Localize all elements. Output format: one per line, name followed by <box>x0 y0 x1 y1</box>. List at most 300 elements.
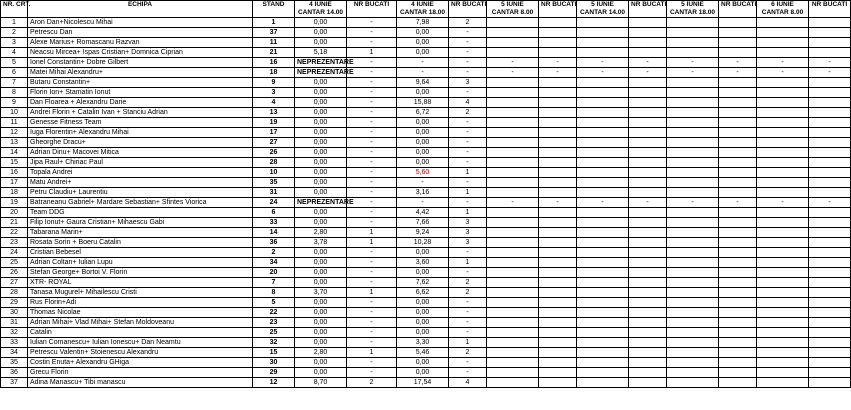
cell-pieces-1: - <box>347 338 397 348</box>
cell-team: Adrian Coltan+ Iulian Lupu <box>28 258 253 268</box>
cell-nr: 36 <box>1 368 28 378</box>
cell-extra <box>757 298 809 308</box>
cell-extra <box>757 368 809 378</box>
cell-nr: 18 <box>1 188 28 198</box>
cell-team: Tabarana Marin+ <box>28 228 253 238</box>
cell-extra <box>757 118 809 128</box>
cell-extra <box>629 18 667 28</box>
cell-extra <box>719 98 757 108</box>
table-row <box>1 198 851 208</box>
cell-team: Matu Andrei+ <box>28 178 253 188</box>
cell-extra <box>629 318 667 328</box>
cell-stand: 28 <box>253 158 295 168</box>
cell-nr: 14 <box>1 148 28 158</box>
cell-pieces-1: - <box>347 118 397 128</box>
cell-extra: - <box>539 68 577 78</box>
cell-extra <box>539 348 577 358</box>
cell-extra <box>487 118 539 128</box>
cell-weight-2: 0,00 <box>397 248 449 258</box>
cell-extra <box>629 248 667 258</box>
cell-team: Matei Mihai Alexandru+ <box>28 68 253 78</box>
cell-extra <box>667 228 719 238</box>
cell-extra <box>629 178 667 188</box>
header-nr-bucati-4: NR BUCATI <box>629 1 667 18</box>
cell-extra <box>539 358 577 368</box>
cell-stand: 4 <box>253 98 295 108</box>
cell-extra <box>757 78 809 88</box>
cell-stand: 16 <box>253 58 295 68</box>
cell-team: Petrescu Valentin+ Stoienescu Alexandru <box>28 348 253 358</box>
cell-extra <box>667 368 719 378</box>
cell-pieces-1: - <box>347 98 397 108</box>
cell-weight-1: 0,00 <box>295 318 347 328</box>
cell-extra: - <box>719 58 757 68</box>
cell-extra <box>539 318 577 328</box>
cell-extra <box>719 218 757 228</box>
cell-nr: 29 <box>1 298 28 308</box>
cell-extra <box>667 178 719 188</box>
table-row <box>1 218 851 228</box>
cell-extra <box>757 98 809 108</box>
cell-extra <box>809 228 851 238</box>
cell-extra <box>809 18 851 28</box>
table-row <box>1 368 851 378</box>
header-nr-bucati-5: NR BUCATI <box>719 1 757 18</box>
cell-extra <box>719 358 757 368</box>
header-nr-bucati-1: NR BUCATI <box>347 1 397 18</box>
cell-weight-1: 2,80 <box>295 228 347 238</box>
cell-extra <box>719 288 757 298</box>
table-row <box>1 168 851 178</box>
cell-extra: - <box>487 68 539 78</box>
cell-extra: - <box>757 58 809 68</box>
cell-extra <box>667 268 719 278</box>
cell-stand: 23 <box>253 318 295 328</box>
cell-nr: 7 <box>1 78 28 88</box>
cell-extra: - <box>757 68 809 78</box>
cell-stand: 25 <box>253 328 295 338</box>
cell-nr: 11 <box>1 118 28 128</box>
cell-team: Rosata Sorin + Boeru Catalin <box>28 238 253 248</box>
cell-extra <box>629 118 667 128</box>
cell-extra <box>667 168 719 178</box>
table-body <box>1 18 851 388</box>
table-row <box>1 18 851 28</box>
cell-weight-2: 3,30 <box>397 338 449 348</box>
cell-pieces-2: - <box>449 118 487 128</box>
cell-extra <box>577 368 629 378</box>
cell-extra <box>487 238 539 248</box>
cell-extra <box>719 28 757 38</box>
cell-extra <box>809 268 851 278</box>
cell-extra <box>577 278 629 288</box>
cell-extra <box>487 98 539 108</box>
cell-pieces-1: 1 <box>347 288 397 298</box>
cell-pieces-1: 1 <box>347 228 397 238</box>
cell-pieces-2: 1 <box>449 208 487 218</box>
cell-extra <box>809 168 851 178</box>
cell-extra <box>719 188 757 198</box>
cell-extra <box>719 178 757 188</box>
cell-pieces-2: 2 <box>449 288 487 298</box>
header-nr: NR. CRT. <box>1 1 28 18</box>
header-stand: STAND <box>253 1 295 18</box>
cell-pieces-1: 1 <box>347 348 397 358</box>
cell-extra <box>719 108 757 118</box>
cell-weight-2: 0,00 <box>397 48 449 58</box>
cell-weight-2: 3,16 <box>397 188 449 198</box>
cell-stand: 29 <box>253 368 295 378</box>
cell-extra <box>667 48 719 58</box>
cell-extra <box>629 78 667 88</box>
cell-stand: 31 <box>253 188 295 198</box>
cell-extra <box>809 288 851 298</box>
cell-extra <box>719 298 757 308</box>
table-row <box>1 208 851 218</box>
cell-team: Topala Andrei <box>28 168 253 178</box>
cell-extra <box>629 138 667 148</box>
cell-extra <box>719 88 757 98</box>
cell-extra: - <box>577 58 629 68</box>
cell-extra <box>629 358 667 368</box>
cell-weight-2: 0,00 <box>397 28 449 38</box>
cell-nr: 10 <box>1 108 28 118</box>
cell-weight-2: 0,00 <box>397 118 449 128</box>
cell-extra <box>809 38 851 48</box>
cell-extra <box>577 298 629 308</box>
cell-team: Alexe Marius+ Romascanu Razvan <box>28 38 253 48</box>
cell-extra <box>487 208 539 218</box>
cell-extra <box>577 328 629 338</box>
table-row <box>1 338 851 348</box>
cell-nr: 32 <box>1 328 28 338</box>
cell-extra <box>757 108 809 118</box>
cell-extra <box>539 278 577 288</box>
cell-extra <box>577 308 629 318</box>
cell-extra <box>809 158 851 168</box>
cell-weight-2: 6,72 <box>397 108 449 118</box>
cell-weight-2: 5,60 <box>397 168 449 178</box>
cell-extra <box>809 248 851 258</box>
cell-extra <box>757 378 809 388</box>
cell-extra <box>719 78 757 88</box>
cell-extra <box>577 188 629 198</box>
cell-weight-1: 0,00 <box>295 88 347 98</box>
cell-team: Catalin <box>28 328 253 338</box>
cell-extra <box>757 28 809 38</box>
cell-extra <box>667 298 719 308</box>
cell-extra <box>757 148 809 158</box>
table-row <box>1 38 851 48</box>
cell-extra <box>539 28 577 38</box>
cell-pieces-1: - <box>347 268 397 278</box>
cell-stand: 13 <box>253 108 295 118</box>
cell-extra <box>757 158 809 168</box>
header-nr-bucati-6: NR BUCATI <box>809 1 851 18</box>
cell-extra <box>629 368 667 378</box>
cell-extra <box>719 258 757 268</box>
cell-pieces-1: - <box>347 198 397 208</box>
table-row <box>1 298 851 308</box>
cell-extra <box>487 128 539 138</box>
cell-extra <box>667 108 719 118</box>
cell-nr: 5 <box>1 58 28 68</box>
cell-extra <box>577 238 629 248</box>
table-row <box>1 318 851 328</box>
cell-extra <box>667 328 719 338</box>
cell-pieces-1: 1 <box>347 48 397 58</box>
cell-extra <box>667 78 719 88</box>
cell-extra <box>487 148 539 158</box>
cell-team: Jipa Raul+ Chiriac Paul <box>28 158 253 168</box>
cell-extra <box>809 278 851 288</box>
cell-weight-1: NEPREZENTARE <box>295 68 347 78</box>
cell-extra <box>719 138 757 148</box>
cell-extra <box>539 48 577 58</box>
cell-extra <box>667 378 719 388</box>
cell-extra <box>757 248 809 258</box>
cell-weight-2: 5,46 <box>397 348 449 358</box>
cell-extra <box>757 348 809 358</box>
cell-team: Petru Claudiu+ Laurentiu <box>28 188 253 198</box>
cell-extra <box>629 268 667 278</box>
cell-extra <box>757 88 809 98</box>
cell-extra <box>757 38 809 48</box>
cell-weight-1: 0,00 <box>295 178 347 188</box>
cell-extra <box>539 308 577 318</box>
table-row <box>1 128 851 138</box>
cell-extra <box>577 138 629 148</box>
cell-weight-1: 0,00 <box>295 328 347 338</box>
cell-team: Grecu Florin <box>28 368 253 378</box>
table-row <box>1 228 851 238</box>
cell-weight-1: NEPREZENTARE <box>295 198 347 208</box>
cell-nr: 9 <box>1 98 28 108</box>
cell-weight-1: 0,00 <box>295 18 347 28</box>
header-4iunie-18: 4 IUNIE CANTAR 18.00 <box>397 1 449 18</box>
cell-pieces-1: - <box>347 78 397 88</box>
cell-nr: 27 <box>1 278 28 288</box>
cell-extra <box>539 108 577 118</box>
table-row <box>1 68 851 78</box>
cell-extra <box>539 88 577 98</box>
cell-extra <box>719 228 757 238</box>
cell-team: Stefan George+ Bortoi V. Florin <box>28 268 253 278</box>
cell-extra: - <box>757 198 809 208</box>
cell-extra <box>539 258 577 268</box>
cell-pieces-1: - <box>347 68 397 78</box>
cell-extra <box>487 328 539 338</box>
cell-pieces-1: - <box>347 248 397 258</box>
cell-extra <box>487 298 539 308</box>
cell-extra: - <box>487 58 539 68</box>
cell-extra <box>629 328 667 338</box>
cell-team: XTR- ROYAL <box>28 278 253 288</box>
cell-weight-2: 4,42 <box>397 208 449 218</box>
cell-extra <box>809 328 851 338</box>
cell-extra <box>539 188 577 198</box>
cell-pieces-1: - <box>347 308 397 318</box>
cell-extra <box>629 238 667 248</box>
cell-extra <box>629 338 667 348</box>
cell-pieces-2: 2 <box>449 18 487 28</box>
cell-extra <box>577 208 629 218</box>
cell-extra <box>809 208 851 218</box>
cell-extra <box>667 218 719 228</box>
cell-weight-1: 0,00 <box>295 358 347 368</box>
cell-extra <box>577 148 629 158</box>
cell-weight-1: 0,00 <box>295 168 347 178</box>
cell-nr: 16 <box>1 168 28 178</box>
cell-nr: 30 <box>1 308 28 318</box>
cell-pieces-2: - <box>449 88 487 98</box>
cell-weight-2: - <box>397 68 449 78</box>
table-row <box>1 158 851 168</box>
cell-extra <box>809 348 851 358</box>
cell-extra: - <box>629 58 667 68</box>
cell-pieces-1: - <box>347 58 397 68</box>
cell-team: Adrian Mihai+ Vlad Mihai+ Stefan Moldoveanu <box>28 318 253 328</box>
cell-extra <box>667 358 719 368</box>
cell-extra <box>487 158 539 168</box>
cell-extra <box>719 168 757 178</box>
cell-extra <box>487 188 539 198</box>
cell-extra <box>719 48 757 58</box>
table-row <box>1 238 851 248</box>
table-row <box>1 48 851 58</box>
cell-pieces-2: 3 <box>449 78 487 88</box>
cell-extra <box>487 18 539 28</box>
cell-extra <box>667 278 719 288</box>
cell-extra <box>757 128 809 138</box>
cell-extra <box>667 238 719 248</box>
cell-extra <box>809 118 851 128</box>
table-row <box>1 378 851 388</box>
table-row <box>1 28 851 38</box>
cell-extra <box>577 28 629 38</box>
cell-weight-1: 0,00 <box>295 268 347 278</box>
header-nr-bucati-2: NR BUCATI <box>449 1 487 18</box>
cell-extra <box>539 228 577 238</box>
cell-weight-2: 0,00 <box>397 308 449 318</box>
cell-extra <box>577 38 629 48</box>
cell-extra <box>757 308 809 318</box>
cell-extra <box>809 178 851 188</box>
cell-pieces-1: - <box>347 128 397 138</box>
table-row <box>1 288 851 298</box>
cell-team: Iuga Florentin+ Alexandru Mihai <box>28 128 253 138</box>
cell-team: Adina Manascu+ Tibi manascu <box>28 378 253 388</box>
cell-weight-1: 0,00 <box>295 78 347 88</box>
cell-weight-1: 0,00 <box>295 308 347 318</box>
cell-extra <box>809 88 851 98</box>
cell-weight-2: 0,00 <box>397 358 449 368</box>
cell-extra <box>629 28 667 38</box>
cell-extra <box>809 108 851 118</box>
cell-extra <box>487 28 539 38</box>
cell-extra <box>577 78 629 88</box>
cell-weight-1: 0,00 <box>295 258 347 268</box>
cell-pieces-2: 3 <box>449 228 487 238</box>
cell-team: Dan Floarea + Alexandru Darie <box>28 98 253 108</box>
cell-extra <box>757 328 809 338</box>
cell-extra <box>719 248 757 258</box>
cell-extra <box>577 348 629 358</box>
cell-pieces-2: - <box>449 38 487 48</box>
cell-weight-2: 6,62 <box>397 288 449 298</box>
cell-pieces-2: - <box>449 148 487 158</box>
cell-extra <box>539 18 577 28</box>
cell-extra <box>667 288 719 298</box>
cell-stand: 34 <box>253 258 295 268</box>
cell-extra <box>577 48 629 58</box>
cell-extra <box>667 138 719 148</box>
cell-stand: 2 <box>253 248 295 258</box>
cell-pieces-2: 3 <box>449 238 487 248</box>
cell-pieces-2: 2 <box>449 278 487 288</box>
cell-pieces-1: - <box>347 188 397 198</box>
cell-nr: 34 <box>1 348 28 358</box>
cell-weight-1: 0,00 <box>295 298 347 308</box>
cell-nr: 22 <box>1 228 28 238</box>
cell-nr: 8 <box>1 88 28 98</box>
cell-extra <box>757 48 809 58</box>
table-row <box>1 138 851 148</box>
cell-weight-1: 0,00 <box>295 128 347 138</box>
cell-nr: 17 <box>1 178 28 188</box>
cell-pieces-2: - <box>449 298 487 308</box>
cell-extra: - <box>487 198 539 208</box>
cell-extra <box>719 368 757 378</box>
cell-extra <box>539 138 577 148</box>
cell-stand: 37 <box>253 28 295 38</box>
cell-extra <box>629 48 667 58</box>
cell-nr: 28 <box>1 288 28 298</box>
cell-nr: 13 <box>1 138 28 148</box>
cell-extra <box>809 28 851 38</box>
cell-extra <box>487 48 539 58</box>
cell-extra <box>539 248 577 258</box>
table-row <box>1 108 851 118</box>
cell-team: Thomas Nicolae <box>28 308 253 318</box>
cell-extra <box>757 188 809 198</box>
cell-nr: 21 <box>1 218 28 228</box>
cell-pieces-1: 1 <box>347 238 397 248</box>
cell-extra <box>487 138 539 148</box>
cell-extra <box>629 168 667 178</box>
cell-extra: - <box>719 198 757 208</box>
cell-extra <box>757 268 809 278</box>
cell-extra <box>539 268 577 278</box>
cell-stand: 35 <box>253 178 295 188</box>
cell-weight-2: 0,00 <box>397 38 449 48</box>
cell-pieces-1: - <box>347 298 397 308</box>
cell-stand: 12 <box>253 378 295 388</box>
table-row <box>1 258 851 268</box>
cell-pieces-2: - <box>449 328 487 338</box>
cell-team: Ionel Constantin+ Dobre Gilbert <box>28 58 253 68</box>
cell-extra <box>629 128 667 138</box>
cell-stand: 14 <box>253 228 295 238</box>
cell-extra <box>487 178 539 188</box>
cell-extra <box>757 218 809 228</box>
cell-pieces-1: - <box>347 158 397 168</box>
cell-extra <box>719 318 757 328</box>
cell-extra <box>487 78 539 88</box>
cell-weight-2: 0,00 <box>397 368 449 378</box>
cell-stand: 33 <box>253 218 295 228</box>
cell-extra <box>719 208 757 218</box>
